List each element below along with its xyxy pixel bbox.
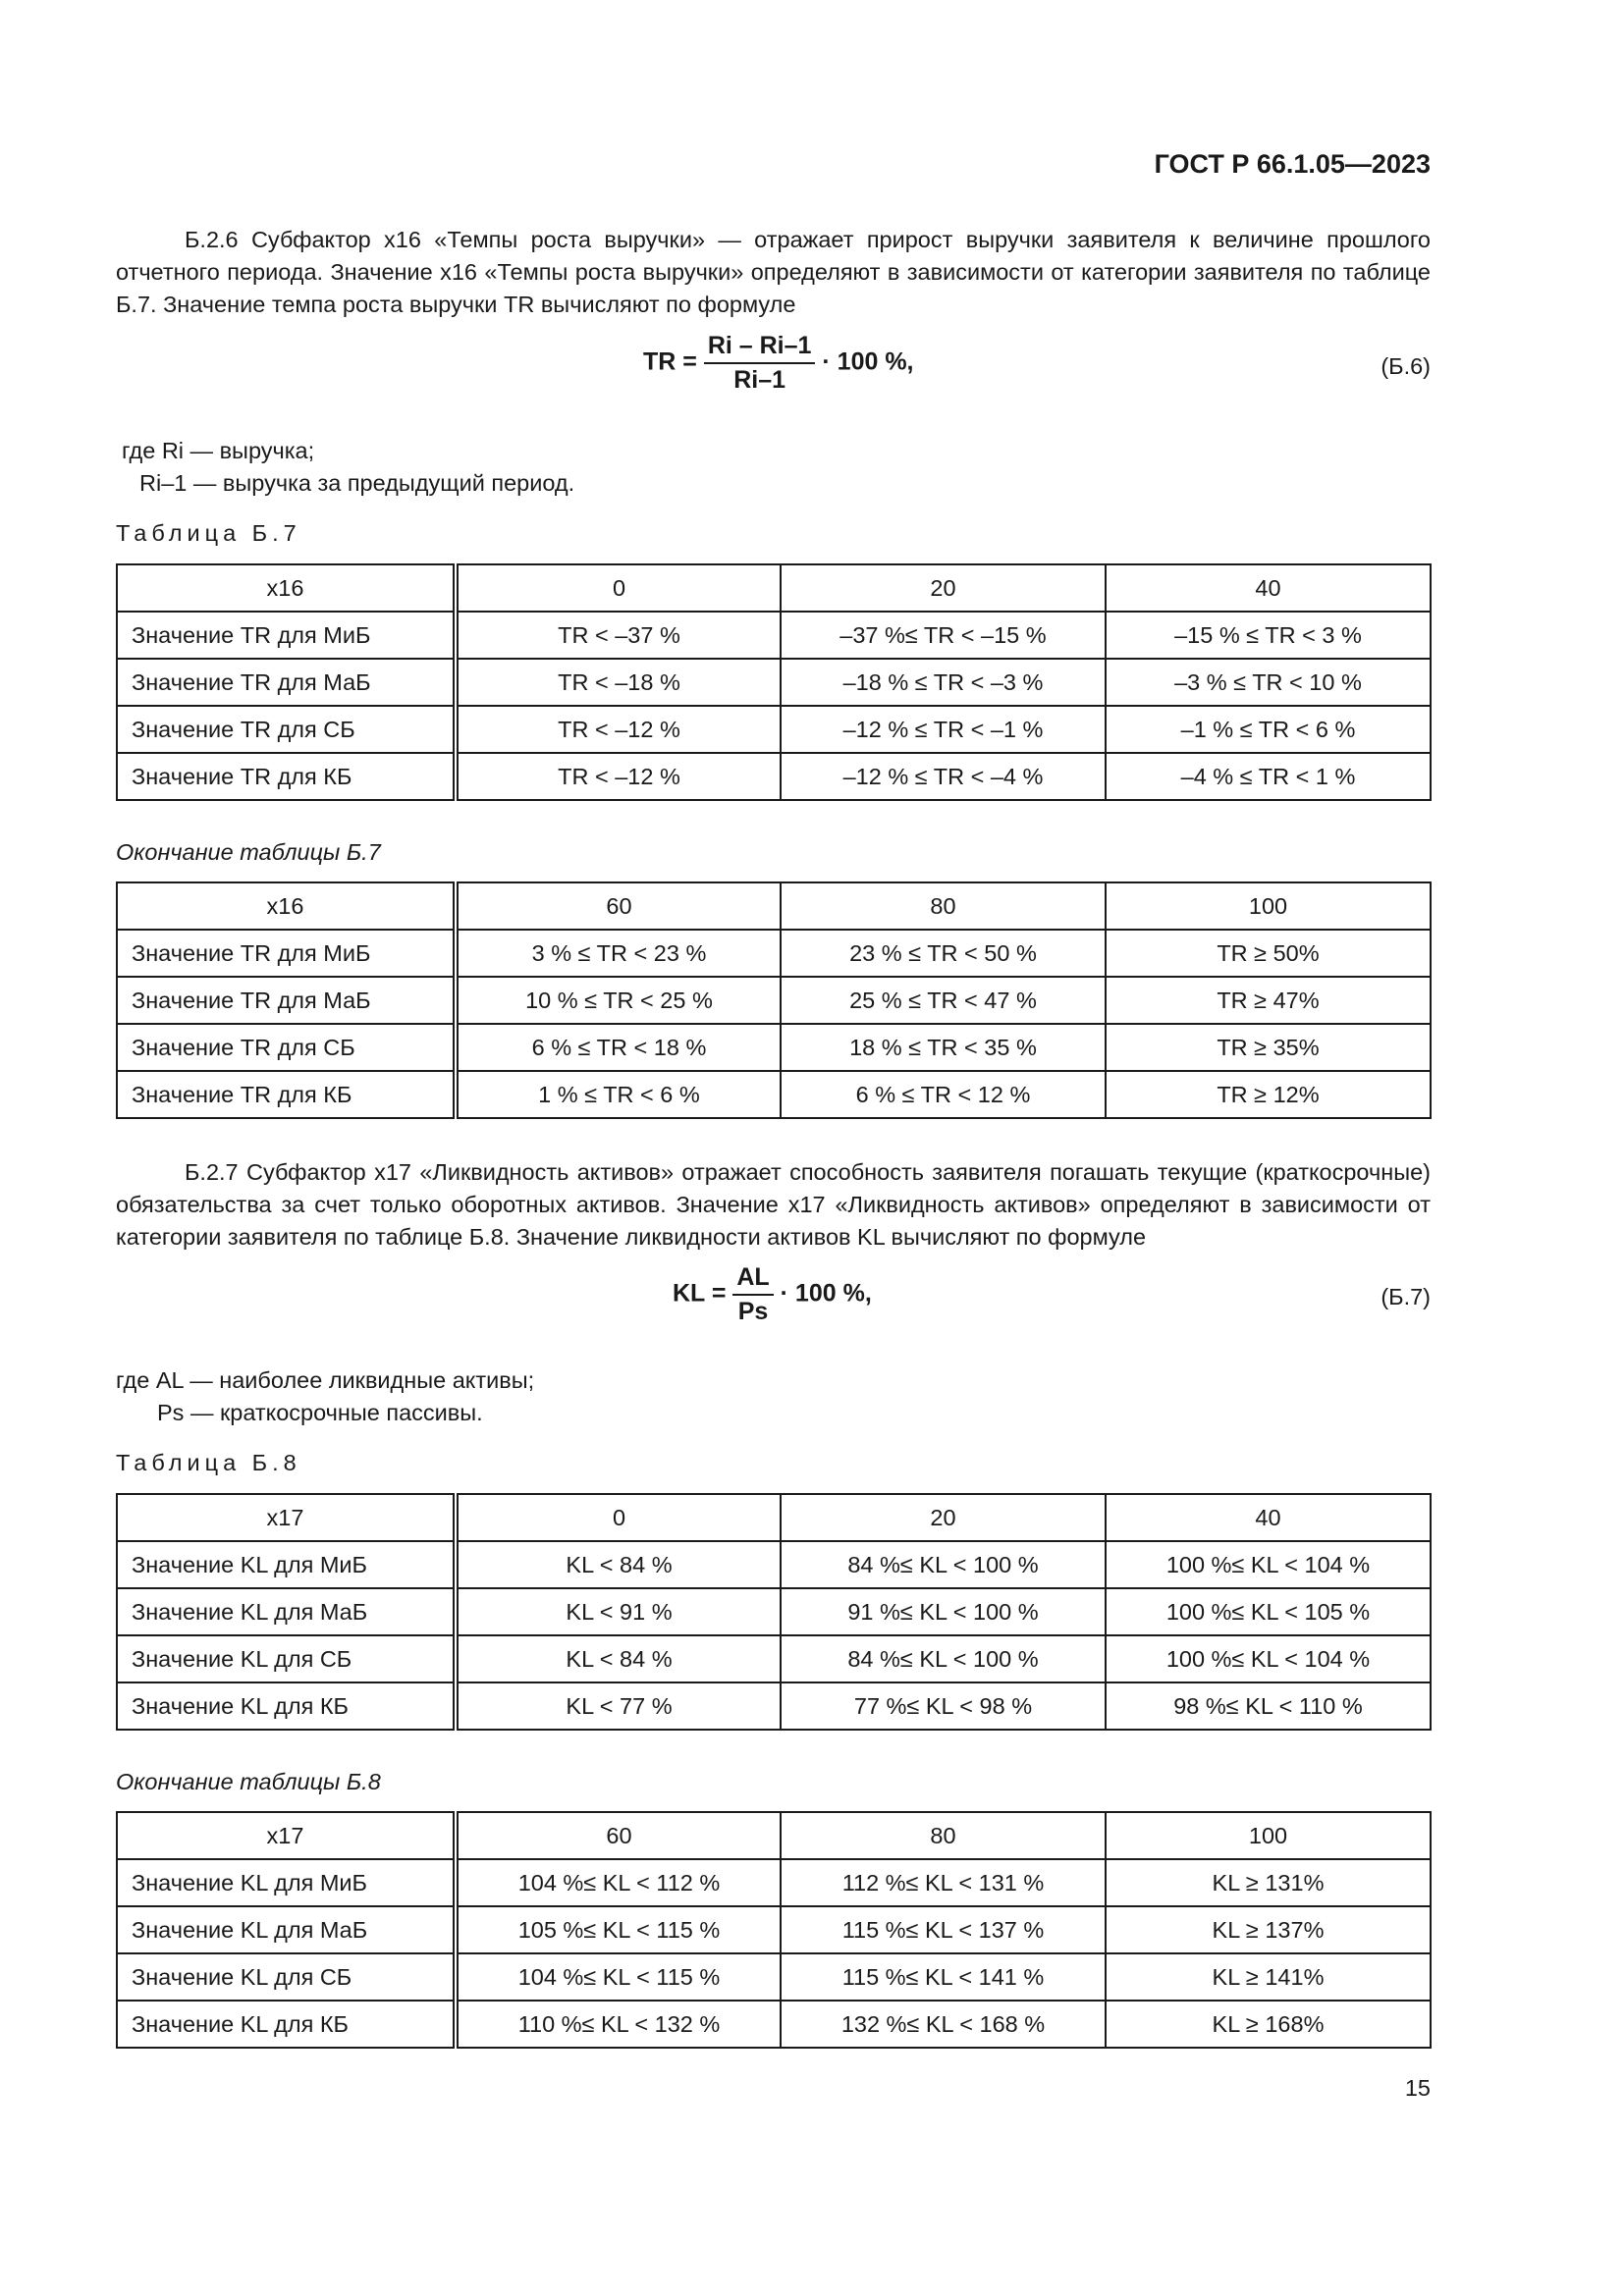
table-b7-end-caption: Окончание таблицы Б.7 [116, 839, 381, 865]
range-cell: 77 %≤ KL < 98 % [781, 1682, 1106, 1730]
range-cell: 3 % ≤ TR < 23 % [456, 930, 781, 977]
header-score-cell: 20 [781, 564, 1106, 612]
row-label-cell: Значение KL для СБ [117, 1635, 456, 1682]
header-subfactor-cell: x17 [117, 1812, 456, 1859]
range-cell: 105 %≤ KL < 115 % [456, 1906, 781, 1953]
range-cell: 115 %≤ KL < 141 % [781, 1953, 1106, 2001]
formula-b6: TR = $\frac{Ri - Ri-1}{Ri-1}$ · 100 %, [643, 332, 914, 394]
range-cell: TR < –18 % [456, 659, 781, 706]
header-subfactor-cell: x17 [117, 1494, 456, 1541]
formula-b7: KL = $\frac{AL}{Ps}$ · 100 %, [673, 1263, 872, 1325]
range-cell: KL ≥ 141% [1106, 1953, 1431, 2001]
formula-b7-tail: · 100 %, [780, 1279, 872, 1308]
row-label-cell: Значение TR для МаБ [117, 977, 456, 1024]
formula-b6-lhs: TR [643, 347, 677, 376]
where-1-line-1: где Ri — выручка; [122, 438, 315, 463]
header-score-cell: 20 [781, 1494, 1106, 1541]
where-1-line-2: Ri–1 — выручка за предыдущий период. [139, 470, 575, 496]
row-label-cell: Значение KL для МаБ [117, 1906, 456, 1953]
row-label-cell: Значение TR для КБ [117, 753, 456, 800]
table-row [117, 659, 1431, 706]
range-cell: TR ≥ 12% [1106, 1071, 1431, 1118]
table-row [117, 2001, 1431, 2048]
range-cell: TR < –37 % [456, 612, 781, 659]
formula-b6-tail: · 100 %, [822, 347, 914, 376]
table-b7-caption: Таблица Б.7 [116, 520, 301, 546]
table-b8-end-caption: Окончание таблицы Б.8 [116, 1769, 381, 1794]
range-cell: TR ≥ 35% [1106, 1024, 1431, 1071]
header-subfactor-cell: x16 [117, 882, 456, 930]
header-score-cell: 0 [456, 1494, 781, 1541]
where-2-line-2: Ps — краткосрочные пассивы. [157, 1400, 483, 1425]
where-block-2 [116, 1364, 534, 1429]
formula-b6-denominator: Ri–1 [733, 366, 786, 394]
range-cell: 100 %≤ KL < 104 % [1106, 1541, 1431, 1588]
range-cell: 132 %≤ KL < 168 % [781, 2001, 1106, 2048]
row-label-cell: Значение KL для МиБ [117, 1541, 456, 1588]
range-cell: KL < 84 % [456, 1541, 781, 1588]
range-cell: 98 %≤ KL < 110 % [1106, 1682, 1431, 1730]
table-b8-caption: Таблица Б.8 [116, 1450, 301, 1475]
formula-b7-fraction [732, 1263, 773, 1326]
table-b8-end [116, 1811, 1432, 2049]
table-row [117, 1635, 1431, 1682]
range-cell: –12 % ≤ TR < –4 % [781, 753, 1106, 800]
table-row [117, 1859, 1431, 1906]
range-cell: 23 % ≤ TR < 50 % [781, 930, 1106, 977]
table-row [117, 977, 1431, 1024]
range-cell: KL ≥ 131% [1106, 1859, 1431, 1906]
range-cell: KL < 91 % [456, 1588, 781, 1635]
table-b8 [116, 1493, 1432, 1731]
range-cell: 100 %≤ KL < 105 % [1106, 1588, 1431, 1635]
header-score-cell: 40 [1106, 564, 1431, 612]
range-cell: –18 % ≤ TR < –3 % [781, 659, 1106, 706]
range-cell: –12 % ≤ TR < –1 % [781, 706, 1106, 753]
row-label-cell: Значение TR для СБ [117, 706, 456, 753]
table-row [117, 1024, 1431, 1071]
range-cell: 6 % ≤ TR < 12 % [781, 1071, 1106, 1118]
range-cell: 18 % ≤ TR < 35 % [781, 1024, 1106, 1071]
range-cell: 112 %≤ KL < 131 % [781, 1859, 1106, 1906]
table-row [117, 1953, 1431, 2001]
row-label-cell: Значение TR для КБ [117, 1071, 456, 1118]
formula-b6-number: (Б.6) [1380, 353, 1431, 379]
table-header-row [117, 882, 1431, 930]
table-row [117, 1588, 1431, 1635]
where-block-1 [116, 435, 574, 500]
formula-b7-lhs: KL [673, 1279, 705, 1308]
range-cell: 84 %≤ KL < 100 % [781, 1541, 1106, 1588]
table-row [117, 706, 1431, 753]
table-row [117, 1682, 1431, 1730]
range-cell: 100 %≤ KL < 104 % [1106, 1635, 1431, 1682]
table-row [117, 612, 1431, 659]
header-subfactor-cell: x16 [117, 564, 456, 612]
range-cell: KL < 84 % [456, 1635, 781, 1682]
formula-b6-numerator: Ri – Ri–1 [704, 332, 816, 364]
range-cell: –3 % ≤ TR < 10 % [1106, 659, 1431, 706]
table-row [117, 1541, 1431, 1588]
paragraph-b27 [116, 1156, 1431, 1254]
range-cell: TR ≥ 50% [1106, 930, 1431, 977]
row-label-cell: Значение TR для МаБ [117, 659, 456, 706]
table-header-row [117, 564, 1431, 612]
range-cell: –4 % ≤ TR < 1 % [1106, 753, 1431, 800]
range-cell: KL ≥ 168% [1106, 2001, 1431, 2048]
where-2-line-1: где AL — наиболее ликвидные активы; [116, 1367, 535, 1393]
range-cell: KL < 77 % [456, 1682, 781, 1730]
formula-b7-number: (Б.7) [1380, 1284, 1431, 1309]
range-cell: 104 %≤ KL < 115 % [456, 1953, 781, 2001]
row-label-cell: Значение KL для МиБ [117, 1859, 456, 1906]
row-label-cell: Значение KL для КБ [117, 1682, 456, 1730]
range-cell: 10 % ≤ TR < 25 % [456, 977, 781, 1024]
range-cell: 104 %≤ KL < 112 % [456, 1859, 781, 1906]
formula-b7-numerator: AL [732, 1263, 773, 1296]
table-row [117, 1906, 1431, 1953]
row-label-cell: Значение TR для СБ [117, 1024, 456, 1071]
row-label-cell: Значение KL для МаБ [117, 1588, 456, 1635]
table-row [117, 930, 1431, 977]
range-cell: KL ≥ 137% [1106, 1906, 1431, 1953]
header-score-cell: 80 [781, 1812, 1106, 1859]
header-score-cell: 60 [456, 1812, 781, 1859]
table-b7 [116, 563, 1432, 801]
header-score-cell: 60 [456, 882, 781, 930]
range-cell: 91 %≤ KL < 100 % [781, 1588, 1106, 1635]
page-number: 15 [1404, 2075, 1431, 2101]
table-header-row [117, 1812, 1431, 1859]
row-label-cell: Значение KL для СБ [117, 1953, 456, 2001]
range-cell: 110 %≤ KL < 132 % [456, 2001, 781, 2048]
range-cell: –37 %≤ TR < –15 % [781, 612, 1106, 659]
range-cell: 115 %≤ KL < 137 % [781, 1906, 1106, 1953]
range-cell: TR ≥ 47% [1106, 977, 1431, 1024]
range-cell: 25 % ≤ TR < 47 % [781, 977, 1106, 1024]
paragraph-b27-text: Б.2.7 Субфактор x17 «Ликвидность активов» отражает способность заявителя погашать текущие (краткосрочные) обязательства за счет только оборотных активов. Значение x17 «Ликвидность активов» определяют в зависимости от категории заявителя по таблице Б.8. Значение ликвидности активов KL вычисляют по формуле [116, 1159, 1431, 1250]
row-label-cell: Значение TR для МиБ [117, 930, 456, 977]
range-cell: 6 % ≤ TR < 18 % [456, 1024, 781, 1071]
table-header-row [117, 1494, 1431, 1541]
header-score-cell: 0 [456, 564, 781, 612]
formula-b7-denominator: Ps [737, 1298, 769, 1325]
paragraph-b26 [116, 224, 1431, 321]
document-header: ГОСТ Р 66.1.05—2023 [1154, 149, 1431, 179]
table-row [117, 1071, 1431, 1118]
range-cell: 84 %≤ KL < 100 % [781, 1635, 1106, 1682]
range-cell: –15 % ≤ TR < 3 % [1106, 612, 1431, 659]
formula-b6-fraction [704, 332, 816, 395]
range-cell: 1 % ≤ TR < 6 % [456, 1071, 781, 1118]
range-cell: TR < –12 % [456, 753, 781, 800]
range-cell: –1 % ≤ TR < 6 % [1106, 706, 1431, 753]
row-label-cell: Значение TR для МиБ [117, 612, 456, 659]
table-row [117, 753, 1431, 800]
table-b7-end [116, 881, 1432, 1119]
paragraph-b26-text: Б.2.6 Субфактор x16 «Темпы роста выручки» — отражает прирост выручки заявителя к величине прошлого отчетного периода. Значение x16 «Темпы роста выручки» определяют в зависимости от категории заявителя по таблице Б.7. Значение темпа роста выручки TR вычисляют по формуле [116, 227, 1431, 317]
header-score-cell: 80 [781, 882, 1106, 930]
row-label-cell: Значение KL для КБ [117, 2001, 456, 2048]
header-score-cell: 100 [1106, 1812, 1431, 1859]
range-cell: TR < –12 % [456, 706, 781, 753]
header-score-cell: 40 [1106, 1494, 1431, 1541]
header-score-cell: 100 [1106, 882, 1431, 930]
